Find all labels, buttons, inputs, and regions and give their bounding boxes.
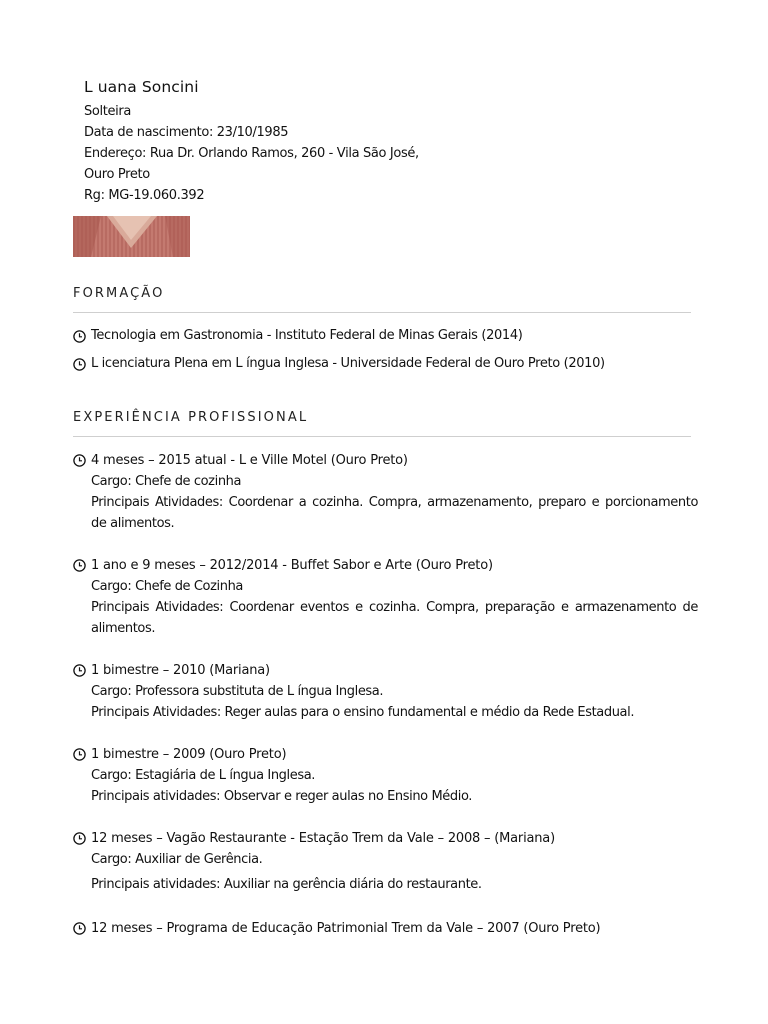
clock-icon [73, 664, 86, 677]
experience-header-text: 12 meses – Programa de Educação Patrimonial Trem da Vale – 2007 (Ouro Preto) [91, 921, 601, 936]
experience-header [73, 744, 698, 765]
marital-status: Solteira [84, 104, 132, 119]
clock-icon [73, 748, 86, 761]
experience-header [73, 555, 698, 576]
rg-number: Rg: MG-19.060.392 [84, 188, 205, 203]
education-item-text: Tecnologia em Gastronomia - Instituto Federal de Minas Gerais (2014) [91, 328, 523, 343]
experience-activities: Principais Atividades: Coordenar eventos e cozinha. Compra, preparação e armazenamento de alimentos. [91, 600, 698, 636]
experience-header-text: 12 meses – Vagão Restaurante - Estação Trem da Vale – 2008 – (Mariana) [91, 831, 555, 846]
experience-title: EXPERIÊNCIA PROFISSIONAL [73, 410, 309, 425]
experience-header-text: 1 ano e 9 meses – 2012/2014 - Buffet Sabor e Arte (Ouro Preto) [91, 558, 493, 573]
clock-icon [73, 559, 86, 572]
clock-icon [73, 832, 86, 845]
education-item [73, 322, 698, 350]
profile-photo [73, 216, 190, 257]
experience-header [73, 660, 698, 681]
experience-item [73, 918, 698, 939]
experience-header [73, 450, 698, 471]
experience-item [73, 450, 698, 534]
clock-icon [73, 454, 86, 467]
clock-icon [73, 922, 86, 935]
experience-activities: Principais Atividades: Reger aulas para o ensino fundamental e médio da Rede Estadual. [91, 705, 635, 720]
experience-header-text: 1 bimestre – 2010 (Mariana) [91, 663, 270, 678]
education-divider [73, 312, 691, 313]
experience-item [73, 660, 698, 723]
experience-role: Cargo: Chefe de Cozinha [91, 579, 243, 594]
experience-role: Cargo: Professora substituta de L íngua Inglesa. [91, 684, 384, 699]
personal-info [84, 76, 684, 206]
experience-activities: Principais atividades: Observar e reger aulas no Ensino Médio. [91, 789, 472, 804]
experience-role: Cargo: Auxiliar de Gerência. [91, 852, 263, 867]
experience-role: Cargo: Estagiária de L íngua Inglesa. [91, 768, 316, 783]
education-item-text: L icenciatura Plena em L íngua Inglesa - Universidade Federal de Ouro Preto (2010) [91, 356, 605, 371]
clock-icon [73, 358, 86, 371]
experience-item [73, 828, 698, 895]
experience-header [73, 918, 698, 939]
experience-header-text: 4 meses – 2015 atual - L e Ville Motel (Ouro Preto) [91, 453, 408, 468]
city: Ouro Preto [84, 167, 150, 182]
experience-item [73, 555, 698, 639]
clock-icon [73, 330, 86, 343]
person-name: L uana Soncini [84, 78, 199, 96]
birth-date: Data de nascimento: 23/10/1985 [84, 125, 289, 140]
experience-activities: Principais Atividades: Coordenar a cozinha. Compra, armazenamento, preparo e porcionamento de alimentos. [91, 495, 698, 531]
experience-header [73, 828, 698, 849]
address: Endereço: Rua Dr. Orlando Ramos, 260 - Vila São José, [84, 146, 419, 161]
education-list [73, 322, 698, 378]
education-item [73, 350, 698, 378]
experience-item [73, 744, 698, 807]
experience-header-text: 1 bimestre – 2009 (Ouro Preto) [91, 747, 287, 762]
experience-activities: Principais atividades: Auxiliar na gerência diária do restaurante. [91, 877, 482, 892]
experience-divider [73, 436, 691, 437]
experience-role: Cargo: Chefe de cozinha [91, 474, 242, 489]
education-title: FORMAÇÃO [73, 286, 165, 301]
